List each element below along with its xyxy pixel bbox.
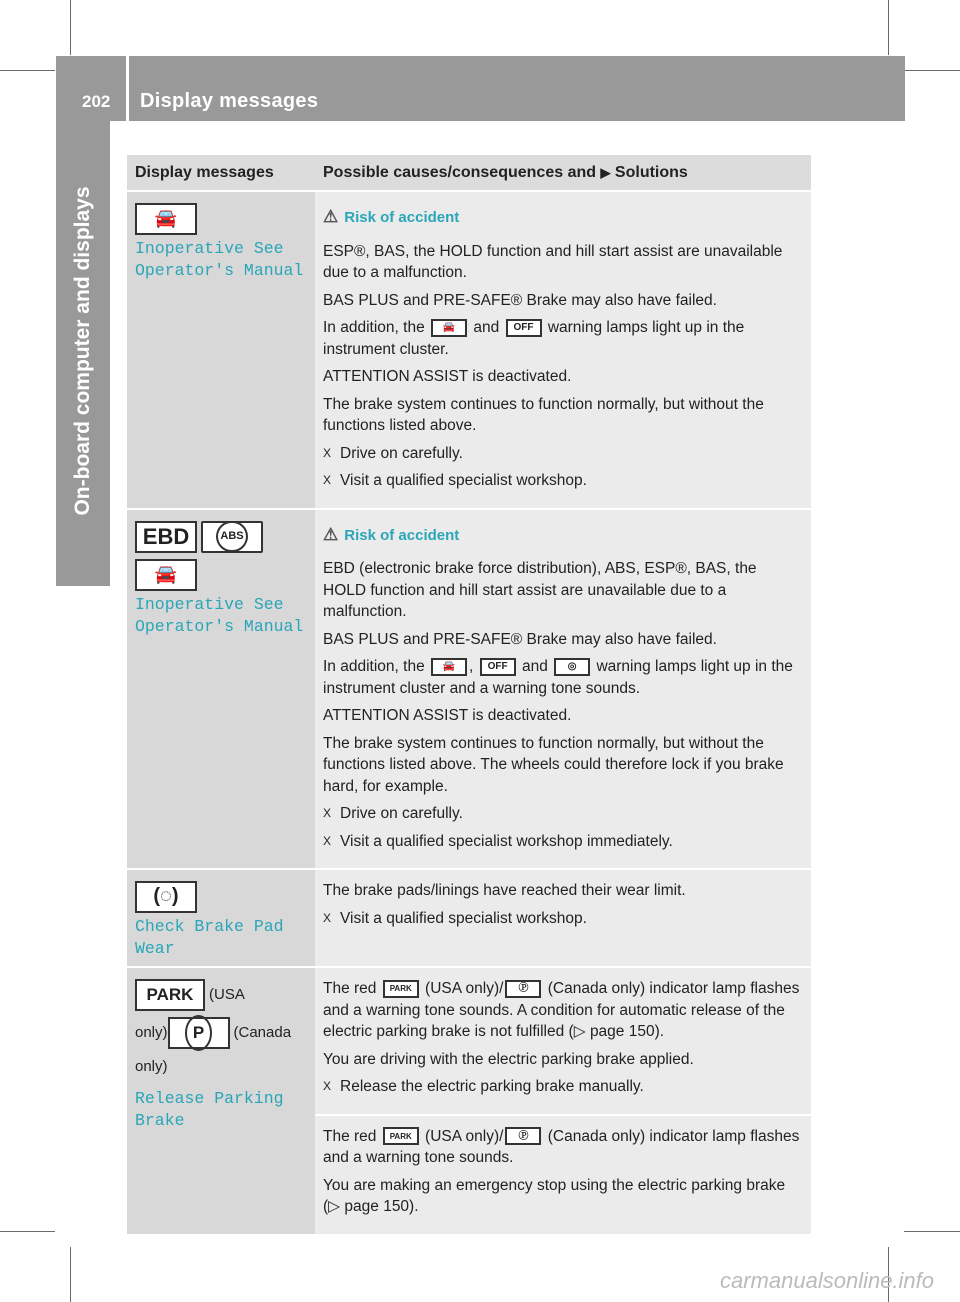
parking-brake-icon: Ⓟ bbox=[505, 980, 541, 998]
message-cell bbox=[127, 509, 315, 870]
display-messages-table bbox=[127, 155, 811, 1234]
esp-skid-icon: 🚘 bbox=[431, 658, 467, 676]
abs-icon: ◎ bbox=[554, 658, 590, 676]
solution-cell: The brake pads/linings have reached their wear limit. X Visit a qualified specialist workshop. bbox=[315, 869, 811, 967]
solution-cell: ⚠ Risk of accident EBD (electronic brake force distribution), ABS, ESP®, BAS, the HOLD function and hill start assist are unavailable due to a malfunction. BAS PLUS and PRE-SAFE® Brake may also have failed. In addition, the 🚘 , OFF and ◎ warning lamps light up in the instrument cluster and a warning tone sounds. ATTENTION ASSIST is deactivated. The brake system continues to function normally, but without the functions listed above. The wheels could therefore lock if you brake hard, for example. X Drive on carefully. X Visit a qualified specialist workshop immediately. bbox=[315, 509, 811, 870]
esp-skid-icon: 🚘 bbox=[431, 319, 467, 337]
list-item: X Drive on carefully. bbox=[323, 443, 803, 465]
solution-cell: The red PARK (USA only)/ Ⓟ (Canada only) indicator lamp flashes and a warning tone sounds. You are making an emergency stop using the electric parking brake (▷ page 150). bbox=[315, 1115, 811, 1234]
brake-pad-wear-icon: (◌) bbox=[135, 881, 197, 913]
page-header bbox=[56, 56, 905, 121]
table-header-row bbox=[127, 155, 811, 191]
list-item: X Visit a qualified specialist workshop. bbox=[323, 908, 803, 930]
crop-mark bbox=[70, 1247, 71, 1302]
arrow-icon: X bbox=[323, 473, 332, 487]
display-message: Operator's Manual bbox=[135, 616, 304, 636]
message-cell bbox=[127, 869, 315, 967]
display-message: Operator's Manual bbox=[135, 261, 304, 280]
section-sidebar bbox=[56, 121, 110, 586]
list-item: X Visit a qualified specialist workshop. bbox=[323, 470, 803, 492]
esp-off-icon: OFF bbox=[480, 658, 516, 676]
arrow-icon: X bbox=[323, 806, 332, 820]
abs-icon: ABS bbox=[201, 521, 263, 553]
warning-heading: ⚠ Risk of accident bbox=[323, 524, 460, 544]
ebd-icon: EBD bbox=[135, 521, 197, 553]
parking-brake-icon: Ⓟ bbox=[505, 1127, 541, 1145]
display-message: Check Brake Pad bbox=[135, 917, 284, 936]
arrow-icon: X bbox=[323, 445, 332, 460]
arrow-icon: X bbox=[323, 833, 332, 848]
park-icon: PARK bbox=[383, 980, 419, 998]
arrow-icon: X bbox=[323, 910, 332, 925]
header-separator bbox=[126, 56, 129, 121]
section-label: On-board computer and displays bbox=[71, 186, 94, 516]
arrow-icon: X bbox=[323, 1079, 332, 1093]
display-message: Release Parking bbox=[135, 1089, 284, 1108]
warning-heading: ⚠ Risk of accident bbox=[323, 207, 460, 226]
col1-header: Display messages bbox=[127, 155, 315, 191]
warning-triangle-icon: ⚠ bbox=[323, 524, 339, 544]
list-item: X Release the electric parking brake manually. bbox=[323, 1076, 803, 1098]
esp-skid-icon: 🚘 bbox=[135, 559, 197, 591]
solution-cell: ⚠ Risk of accident ESP®, BAS, the HOLD function and hill start assist are unavailable due to a malfunction. BAS PLUS and PRE-SAFE® Brake may also have failed. In addition, the 🚘 and OFF warning lamps light up in the instrument cluster. ATTENTION ASSIST is deactivated. The brake system continues to function normally, but without the functions listed above. X Drive on carefully. X Visit a qualified specialist workshop. bbox=[315, 191, 811, 509]
park-icon: PARK bbox=[135, 979, 205, 1011]
park-icon: PARK bbox=[383, 1127, 419, 1145]
parking-brake-icon: P bbox=[168, 1017, 230, 1049]
display-message: Inoperative See bbox=[135, 594, 284, 614]
display-message: Brake bbox=[135, 1111, 185, 1130]
crop-mark bbox=[904, 1231, 960, 1232]
crop-mark bbox=[888, 0, 889, 55]
page-ref-icon: ▷ bbox=[328, 1198, 341, 1215]
page-title: Display messages bbox=[140, 90, 319, 112]
crop-mark bbox=[0, 70, 55, 71]
table-row bbox=[127, 967, 811, 1115]
col2-header: Possible causes/consequences and ▶ Solutions bbox=[315, 155, 811, 191]
watermark: carmanualsonline.info bbox=[720, 1268, 935, 1293]
warning-triangle-icon: ⚠ bbox=[323, 207, 339, 226]
solution-cell: The red PARK (USA only)/ Ⓟ (Canada only) indicator lamp flashes and a warning tone sounds. A condition for automatic release of the electric parking brake is not fulfilled (▷ page 150). You are driving with the electric parking brake applied. X Release the electric parking brake manually. bbox=[315, 967, 811, 1115]
table-row bbox=[127, 509, 811, 870]
page-number: 202 bbox=[82, 92, 111, 111]
esp-off-icon: OFF bbox=[506, 319, 542, 337]
message-cell bbox=[127, 191, 315, 509]
crop-mark bbox=[904, 70, 960, 71]
crop-mark bbox=[70, 0, 71, 55]
table-row bbox=[127, 869, 811, 967]
list-item: X Visit a qualified specialist workshop immediately. bbox=[323, 831, 803, 853]
page-ref-icon: ▷ bbox=[573, 1023, 586, 1040]
table-row bbox=[127, 191, 811, 509]
crop-mark bbox=[0, 1231, 55, 1232]
display-message: Wear bbox=[135, 939, 175, 958]
esp-skid-icon: 🚘 bbox=[135, 203, 197, 235]
list-item: X Drive on carefully. bbox=[323, 803, 803, 825]
message-cell: PARK (USA only) P (Canada only) Release Parking Brake bbox=[127, 967, 315, 1234]
arrow-icon: ▶ bbox=[600, 164, 611, 180]
display-message: Inoperative See bbox=[135, 239, 284, 258]
